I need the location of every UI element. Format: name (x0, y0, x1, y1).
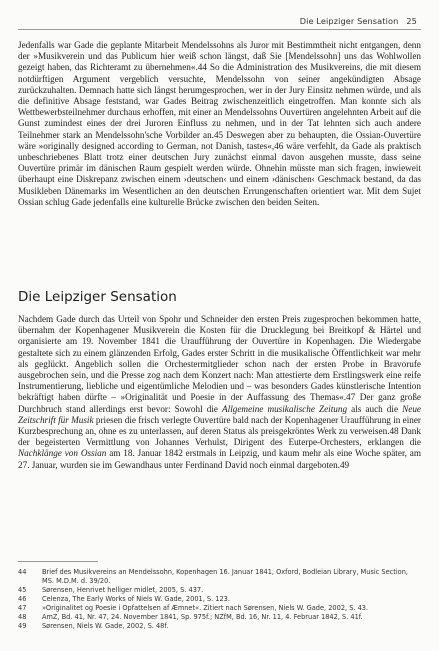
footnote-number: 48 (18, 613, 27, 621)
footnote-text: Celenza, The Early Works of Niels W. Gade, 2001, S. 123. (42, 595, 230, 603)
paragraph-2-part-1: Nachdem Gade durch das Urteil von Spohr und Schneider den ersten Preis zugesprochen bekommen hatte, übernahm der Kopenhagener Musikverein die Kosten für die Drucklegung bei Breitkopf & Härtel und organisierte am 19. November 1841 die Uraufführung der Ouvertüre in Kopenhagen. Die Wiedergabe gestaltete sich zu einem glänzenden Erfolg, Gades erster Schritt in die musikalische Öffentlichkeit war mehr als geglückt. Angeblich sollen die Orchestermitglieder schon nach der ersten Probe in Bravorufe ausgebrochen sein, und die Presse zog nach dem Konzert nach: Man attestierte dem Erstlingswerk eine reife Instrumentierung, liebliche und eigentümliche Melodien und – was besonders Gades künstlerische Intention bekräftigt haben dürfte – »Originalität und Poesie in der Auffassung des Themas«.47 Der ganz große Durchbruch stand allerdings erst bevor: Sowohl die (18, 314, 421, 414)
footnote-45 (18, 586, 421, 595)
footnote-46 (18, 595, 421, 604)
footnote-text: Sørensen, Niels W. Gade, 2002, S. 48f. (42, 622, 169, 630)
footnote-number: 49 (18, 622, 27, 630)
footnote-text: AmZ, Bd. 41, Nr. 47, 24. November 1841, Sp. 975f.; NZfM, Bd. 16, Nr. 11, 4. Februar 1842, S. 41f. (42, 613, 363, 621)
paragraph-2-text (18, 314, 421, 471)
paragraph-2-part-2: als auch die (347, 403, 403, 414)
footnote-44 (18, 568, 421, 586)
footnote-47 (18, 604, 421, 613)
page-number: 25 (406, 16, 417, 26)
footnote-number: 44 (18, 568, 27, 576)
footnote-number: 47 (18, 604, 27, 612)
paragraph-1 (18, 40, 421, 208)
footnote-48 (18, 613, 421, 622)
footnote-text: »Originalitet og Poesie i Opfattelsen af Æmnet«. Zitiert nach Sørensen, Niels W. Gade, 2002, S. 43. (42, 604, 369, 612)
footnote-49 (18, 622, 421, 631)
footnote-text: Sørensen, Henrivet helliger midlet, 2005, S. 437. (42, 586, 204, 594)
footnote-number: 46 (18, 595, 27, 603)
section-heading: Die Leipziger Sensation (18, 289, 177, 305)
paragraph-1-text: Jedenfalls war Gade die geplante Mitarbeit Mendelssohns als Juror mit Bestimmtheit nicht entgangen, denn der »Musikverein und das Publicum hier weiß schon längst, daß Sie [Mendelssohn] uns das Wohlwollen gezeigt haben, das Richteramt zu übernehmen«.44 So die Administration des Musikvereins, die mit diesem notdürftigen Argument vergeblich versuchte, Mendelssohn von seiner angekündigten Absage zurückzuhalten. Demnach hatte sich längst herumgesprochen, wer in der Jury Einsitz nehmen würde, und als die definitive Absage feststand, war Gades Beitrag zwischenzeitlich eingetroffen. Man konnte sich als Wettbewerbsteilnehmer durchaus erhoffen, mit einer an Mendelssohns Ouvertüren angelehnten Arbeit auf die Gunst zumindest eines der drei Juroren Einfluss zu nehmen, und in der Tat lehnten sich auch andere Teilnehmer stark an Mendelssohn'sche Vorbilder an.45 Deswegen aber zu behaupten, die Ossian-Ouvertüre wäre »originally designed according to German, not Danish, tastes«,46 wäre verfehlt, da Gade als praktisch unbeschriebenes Blatt trotz einer deutschen Jury zunächst einmal davon ausgehen musste, dass seine Ouvertüre primär im dänischen Raum gespielt werden würde. Ohnehin müsste man sich fragen, inwieweit überhaupt eine Diskrepanz zwischen einem ›deutschen‹ und einem ›dänischen‹ Geschmack bestand, da das Musikleben Dänemarks im Wesentlichen an den deutschen Errungenschaften orientiert war. Mit dem Sujet Ossian schlug Gade jedenfalls eine kulturelle Brücke zwischen den beiden Seiten. (18, 40, 421, 207)
footnotes (18, 568, 421, 631)
italic-title-nzfm: Neue Zeitschrift für Musik (18, 403, 421, 425)
italic-title-amz: Allgemeine musikalische Zeitung (222, 403, 348, 414)
footnote-number: 45 (18, 586, 27, 594)
header-rule (18, 29, 421, 30)
paragraph-2-part-4: am 18. Januar 1842 erstmals in Leipzig, und kaum mehr als eine Woche später, am 27. Januar, wurden sie im Gewandhaus unter Ferdinand David noch einmal dargeboten.49 (18, 448, 421, 470)
paragraph-2-part-3: priesen die frisch verlegte Ouvertüre bald nach der Kopenhagener Uraufführung in einer Kurzbesprechung an, ohne es zu unterlassen, auf deren Status als preisgekröntes Werk zu verweisen.48 Dank der begeisterten Vermittlung von Johannes Verhulst, Dirigent des Euterpe-Orchesters, erklangen die (18, 414, 421, 448)
italic-title-ossian: Nachklänge von Ossian (18, 448, 107, 459)
paragraph-2 (18, 314, 421, 471)
running-head (300, 16, 417, 26)
footnote-rule (18, 561, 98, 562)
running-title: Die Leipziger Sensation (299, 16, 399, 26)
footnote-text: Brief des Musikvereins an Mendelssohn, Kopenhagen 16. Januar 1841, Oxford, Bodleian Library, Music Section, MS. M.D.M. d. 39/20. (42, 568, 408, 585)
